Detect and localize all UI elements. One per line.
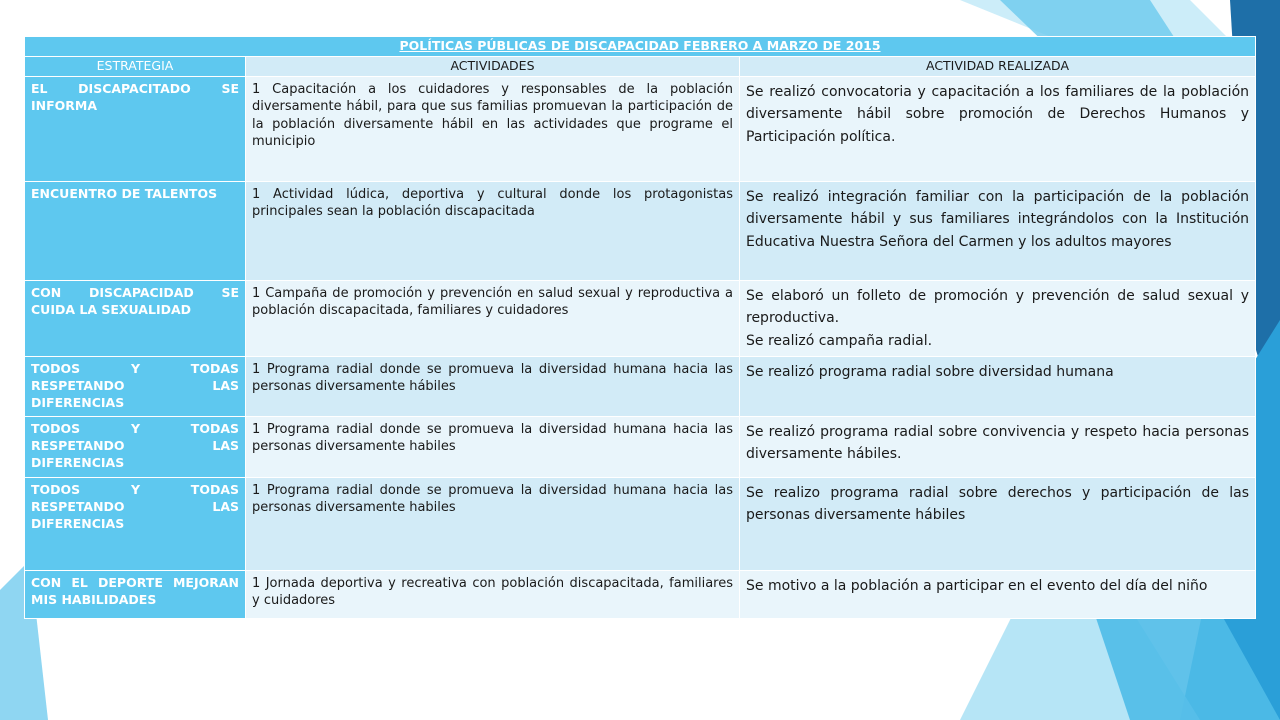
strategy-cell: CON DISCAPACIDAD SE CUIDA LA SEXUALIDAD [25,280,246,356]
activity-cell: 1 Capacitación a los cuidadores y responsables de la población diversamente hábil, para que sus familias promuevan la participación de la población diversamente hábil en las actividades que programe el municipio [246,76,740,181]
table-header-row [25,56,1256,76]
table-row [25,181,1256,280]
activity-cell: 1 Programa radial donde se promueva la diversidad humana hacia las personas diversamente habiles [246,477,740,570]
result-cell: Se realizó programa radial sobre diversidad humana [740,356,1256,416]
result-cell [740,280,1256,356]
activity-cell: 1 Actividad lúdica, deportiva y cultural donde los protagonistas principales sean la población discapacitada [246,181,740,280]
result-cell: Se realizó convocatoria y capacitación a los familiares de la población diversamente hábil sobre promoción de Derechos Humanos y Participación política. [740,76,1256,181]
header-result: ACTIVIDAD REALIZADA [740,56,1256,76]
policy-table [24,36,1256,619]
table-title: POLÍTICAS PÚBLICAS DE DISCAPACIDAD FEBRERO A MARZO DE 2015 [25,37,1256,57]
table-row [25,356,1256,416]
header-strategy: ESTRATEGIA [25,56,246,76]
result-line: Se elaboró un folleto de promoción y prevención de salud sexual y reproductiva. [746,287,1250,327]
result-line: Se realizó campaña radial. [746,332,933,349]
activity-cell: 1 Jornada deportiva y recreativa con población discapacitada, familiares y cuidadores [246,570,740,618]
strategy-cell: TODOS Y TODAS RESPETANDO LAS DIFERENCIAS [25,477,246,570]
result-cell: Se realizo programa radial sobre derechos y participación de las personas diversamente hábiles [740,477,1256,570]
strategy-cell: EL DISCAPACITADO SE INFORMA [25,76,246,181]
result-cell: Se realizó programa radial sobre convivencia y respeto hacia personas diversamente hábiles. [740,416,1256,477]
strategy-cell: ENCUENTRO DE TALENTOS [25,181,246,280]
header-activities: ACTIVIDADES [246,56,740,76]
table-row [25,570,1256,618]
strategy-cell: CON EL DEPORTE MEJORAN MIS HABILIDADES [25,570,246,618]
result-cell: Se realizó integración familiar con la participación de la población diversamente hábil y sus familiares integrándolos con la Institución Educativa Nuestra Señora del Carmen y los adultos mayores [740,181,1256,280]
activity-cell: 1 Programa radial donde se promueva la diversidad humana hacia las personas diversamente hábiles [246,356,740,416]
result-cell: Se motivo a la población a participar en el evento del día del niño [740,570,1256,618]
table-row [25,280,1256,356]
table-row [25,416,1256,477]
strategy-cell: TODOS Y TODAS RESPETANDO LAS DIFERENCIAS [25,356,246,416]
table-title-row [25,37,1256,57]
table-row [25,76,1256,181]
activity-cell: 1 Campaña de promoción y prevención en salud sexual y reproductiva a población discapacitada, familiares y cuidadores [246,280,740,356]
table-row [25,477,1256,570]
activity-cell: 1 Programa radial donde se promueva la diversidad humana hacia las personas diversamente habiles [246,416,740,477]
strategy-cell: TODOS Y TODAS RESPETANDO LAS DIFERENCIAS [25,416,246,477]
